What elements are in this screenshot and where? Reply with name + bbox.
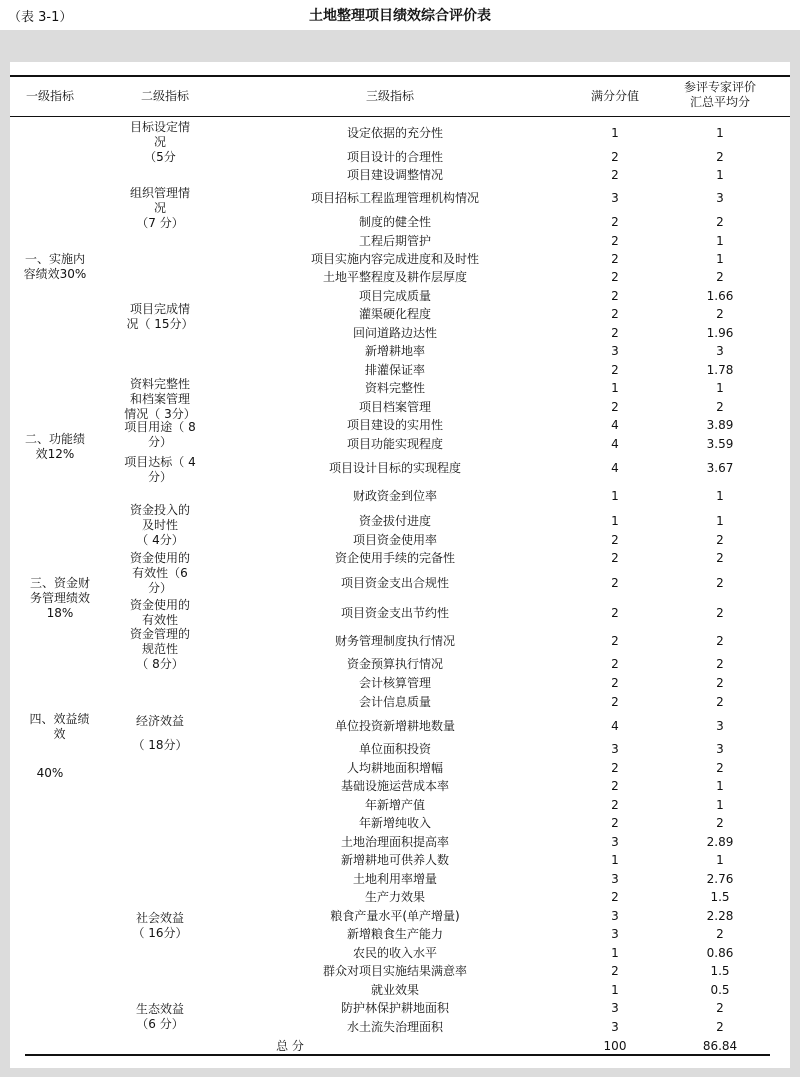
full-score-cell: 2 [611,307,619,321]
expert-avg-cell: 1 [716,779,724,793]
expert-avg-cell: 3 [716,719,724,733]
full-score-cell: 2 [611,168,619,182]
level2-indicator: 项目完成情 况（ 15分） [126,302,194,331]
full-score-cell: 3 [611,1020,619,1034]
level2-indicator: 项目用途（ 8 分） [124,420,196,449]
expert-avg-cell: 3 [716,344,724,358]
level1-indicator: 二、功能绩 效12% [24,432,85,461]
indicator-cell: 项目设计的合理性 [346,150,443,164]
expert-avg-cell: 1.5 [710,964,730,978]
indicator-cell: 资金拔付进度 [358,514,431,528]
indicator-cell: 新增耕地可供养人数 [340,853,449,867]
expert-avg-cell: 1.78 [706,363,734,377]
header-full-score: 满分分值 [590,89,639,103]
expert-avg-cell: 1 [716,381,724,395]
level2-indicator: 资金使用的 有效性 [129,598,190,627]
full-score-cell: 3 [611,909,619,923]
expert-avg-cell: 2.89 [706,835,734,849]
level2-indicator: 资料完整性 和档案管理 情况（ 3分） [124,377,196,421]
level2-indicator: 资金管理的 规范性 （ 8分） [129,627,190,671]
indicator-cell: 新增粮食生产能力 [346,927,443,941]
full-score-cell: 2 [611,252,619,266]
level2-indicator: 组织管理情 况 （7 分） [129,186,190,230]
level2-indicator: （ 18分） [132,738,188,752]
level2-indicator: 目标设定情 况 （5分 [129,120,190,164]
indicator-cell: 排灌保证率 [364,363,425,377]
indicator-cell: 年新增产值 [364,798,425,812]
expert-avg-cell: 2 [716,927,724,941]
full-score-cell: 2 [611,551,619,565]
expert-avg-cell: 3 [716,191,724,205]
table-top-rule [10,75,790,77]
expert-avg-cell: 1 [716,234,724,248]
expert-avg-cell: 0.5 [710,983,730,997]
expert-avg-cell: 2 [716,695,724,709]
total-label: 总 分 [276,1039,304,1053]
indicator-cell: 会计信息质量 [358,695,431,709]
indicator-cell: 项目资金支出节约性 [340,606,449,620]
level1-indicator: 40% [36,766,64,780]
indicator-cell: 灌渠硬化程度 [358,307,431,321]
indicator-cell: 土地利用率增量 [352,872,437,886]
indicator-cell: 项目档案管理 [358,400,431,414]
indicator-cell: 项目建设调整情况 [346,168,443,182]
expert-avg-cell: 3.67 [706,461,734,475]
level2-indicator: 资金使用的 有效性（6 分） [129,551,190,595]
full-score-cell: 4 [611,437,619,451]
table-bottom-rule [25,1054,770,1056]
total-expert-avg: 86.84 [702,1039,738,1053]
header-level1: 一级指标 [25,89,74,103]
indicator-cell: 项目功能实现程度 [346,437,443,451]
indicator-cell: 财政资金到位率 [352,489,437,503]
header-level3: 三级指标 [365,89,414,103]
expert-avg-cell: 3.59 [706,437,734,451]
expert-avg-cell: 1 [716,168,724,182]
indicator-cell: 项目资金使用率 [352,533,437,547]
expert-avg-cell: 2 [716,533,724,547]
expert-avg-cell: 2 [716,606,724,620]
document-title: 土地整理项目绩效综合评价表 [309,8,491,24]
full-score-cell: 2 [611,289,619,303]
indicator-cell: 资料完整性 [364,381,425,395]
indicator-cell: 新增耕地率 [364,344,425,358]
full-score-cell: 2 [611,234,619,248]
indicator-cell: 财务管理制度执行情况 [334,634,455,648]
indicator-cell: 土地治理面积提高率 [340,835,449,849]
full-score-cell: 4 [611,418,619,432]
full-score-cell: 2 [611,576,619,590]
expert-avg-cell: 3 [716,742,724,756]
full-score-cell: 3 [611,872,619,886]
full-score-cell: 3 [611,344,619,358]
expert-avg-cell: 1 [716,252,724,266]
full-score-cell: 3 [611,835,619,849]
full-score-cell: 2 [611,606,619,620]
indicator-cell: 项目建设的实用性 [346,418,443,432]
full-score-cell: 2 [611,215,619,229]
indicator-cell: 农民的收入水平 [352,946,437,960]
indicator-cell: 设定依据的充分性 [346,126,443,140]
indicator-cell: 项目完成质量 [358,289,431,303]
full-score-cell: 1 [611,126,619,140]
expert-avg-cell: 2 [716,761,724,775]
expert-avg-cell: 1.96 [706,326,734,340]
expert-avg-cell: 2 [716,1001,724,1015]
indicator-cell: 项目资金支出合规性 [340,576,449,590]
expert-avg-cell: 2 [716,215,724,229]
full-score-cell: 2 [611,400,619,414]
expert-avg-cell: 0.86 [706,946,734,960]
indicator-cell: 群众对项目实施结果满意率 [322,964,467,978]
full-score-cell: 2 [611,634,619,648]
full-score-cell: 3 [611,927,619,941]
level1-indicator: 一、实施内 容绩效30% [23,252,87,281]
indicator-cell: 单位面积投资 [358,742,431,756]
indicator-cell: 项目实施内容完成进度和及时性 [310,252,479,266]
full-score-cell: 1 [611,983,619,997]
full-score-cell: 1 [611,514,619,528]
header-level2: 二级指标 [140,89,189,103]
full-score-cell: 4 [611,719,619,733]
full-score-cell: 2 [611,676,619,690]
full-score-cell: 2 [611,890,619,904]
expert-avg-cell: 2 [716,270,724,284]
header-bottom-rule [10,116,790,117]
level2-indicator: 生态效益 （6 分） [135,1002,184,1031]
level1-indicator: 三、资金财 务管理绩效 18% [29,576,90,620]
full-score-cell: 2 [611,533,619,547]
indicator-cell: 回问道路边达性 [352,326,437,340]
expert-avg-cell: 3.89 [706,418,734,432]
full-score-cell: 2 [611,816,619,830]
level2-indicator: 经济效益 [135,714,184,728]
full-score-cell: 2 [611,270,619,284]
full-score-cell: 3 [611,1001,619,1015]
expert-avg-cell: 2.28 [706,909,734,923]
full-score-cell: 1 [611,946,619,960]
expert-avg-cell: 1 [716,489,724,503]
expert-avg-cell: 2 [716,676,724,690]
expert-avg-cell: 1 [716,798,724,812]
level2-indicator: 社会效益 （ 16分） [132,911,188,940]
indicator-cell: 基础设施运营成本率 [340,779,449,793]
indicator-cell: 防护林保护耕地面积 [340,1001,449,1015]
expert-avg-cell: 2.76 [706,872,734,886]
indicator-cell: 生产力效果 [364,890,425,904]
expert-avg-cell: 1 [716,853,724,867]
indicator-cell: 项目设计目标的实现程度 [328,461,461,475]
expert-avg-cell: 2 [716,1020,724,1034]
indicator-cell: 制度的健全性 [358,215,431,229]
header-expert-avg: 参评专家评价 汇总平均分 [683,80,756,109]
full-score-cell: 1 [611,381,619,395]
full-score-cell: 3 [611,191,619,205]
indicator-cell: 项目招标工程监理管理机构情况 [310,191,479,205]
expert-avg-cell: 1 [716,514,724,528]
expert-avg-cell: 1.5 [710,890,730,904]
expert-avg-cell: 2 [716,657,724,671]
full-score-cell: 2 [611,150,619,164]
level2-indicator: 资金投入的 及时性 （ 4分） [129,503,190,547]
full-score-cell: 2 [611,798,619,812]
full-score-cell: 3 [611,742,619,756]
full-score-cell: 2 [611,964,619,978]
total-full-score: 100 [603,1039,627,1053]
indicator-cell: 粮食产量水平(单产增量) [330,909,460,923]
table-label: （表 3-1） [8,10,73,25]
indicator-cell: 土地平整程度及耕作层厚度 [322,270,467,284]
full-score-cell: 2 [611,326,619,340]
expert-avg-cell: 2 [716,816,724,830]
indicator-cell: 工程后期管护 [358,234,431,248]
indicator-cell: 人均耕地面积增幅 [346,761,443,775]
expert-avg-cell: 1 [716,126,724,140]
expert-avg-cell: 2 [716,307,724,321]
indicator-cell: 年新增纯收入 [358,816,431,830]
level2-indicator: 项目达标（ 4 分） [124,455,196,484]
expert-avg-cell: 2 [716,400,724,414]
indicator-cell: 会计核算管理 [358,676,431,690]
expert-avg-cell: 2 [716,150,724,164]
expert-avg-cell: 2 [716,576,724,590]
indicator-cell: 水土流失治理面积 [346,1020,443,1034]
full-score-cell: 2 [611,363,619,377]
full-score-cell: 2 [611,761,619,775]
full-score-cell: 1 [611,853,619,867]
indicator-cell: 资金预算执行情况 [346,657,443,671]
full-score-cell: 4 [611,461,619,475]
indicator-cell: 就业效果 [370,983,419,997]
expert-avg-cell: 2 [716,634,724,648]
full-score-cell: 1 [611,489,619,503]
indicator-cell: 资企使用手续的完备性 [334,551,455,565]
full-score-cell: 2 [611,657,619,671]
expert-avg-cell: 1.66 [706,289,734,303]
expert-avg-cell: 2 [716,551,724,565]
level1-indicator: 四、效益绩 效 [29,712,90,741]
full-score-cell: 2 [611,779,619,793]
indicator-cell: 单位投资新增耕地数量 [334,719,455,733]
full-score-cell: 2 [611,695,619,709]
